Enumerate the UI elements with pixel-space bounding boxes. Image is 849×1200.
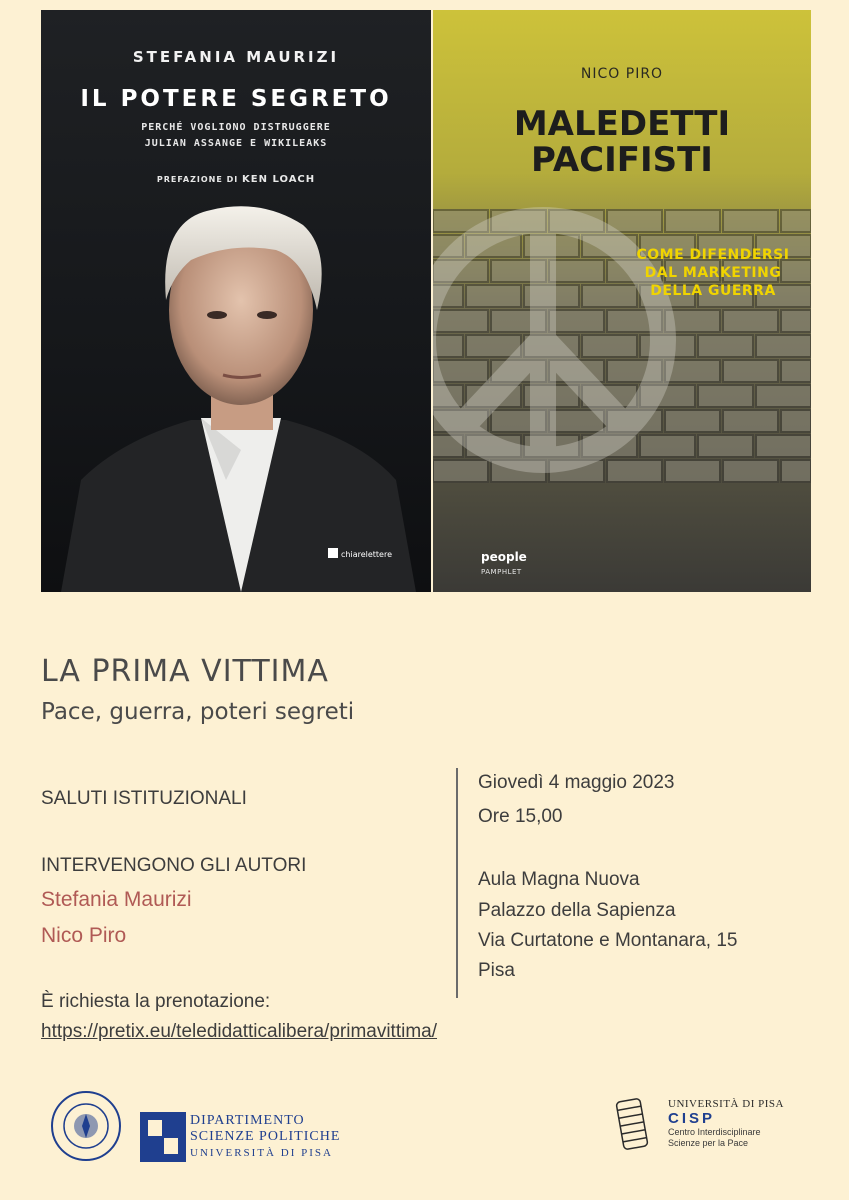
university-seal-logo — [50, 1090, 122, 1162]
book2-author: NICO PIRO — [580, 66, 664, 82]
book1-subtitle-line2: JULIAN ASSANGE E WIKILEAKS — [144, 138, 328, 149]
book2-subtitle — [618, 246, 808, 300]
book2-series: PAMPHLET — [481, 568, 522, 576]
brick-wall-illustration — [433, 10, 811, 592]
speaker-nico-piro: Nico Piro — [41, 924, 127, 947]
book2-title-line2: PACIFISTI — [531, 140, 713, 180]
book-cover-il-potere-segreto — [41, 10, 431, 592]
dsp-line1: DIPARTIMENTO — [190, 1113, 305, 1128]
cisp-desc-line2: Scienze per la Pace — [668, 1138, 749, 1148]
cisp-name: CISP — [668, 1110, 716, 1127]
book1-preface-author: KEN LOACH — [242, 174, 316, 185]
book1-title: IL POTERE SEGRETO — [80, 86, 392, 112]
book1-publisher — [328, 548, 392, 559]
event-time: Ore 15,00 — [478, 806, 563, 827]
dsp-line3: UNIVERSITÀ DI PISA — [190, 1147, 333, 1159]
book1-subtitle-line1: PERCHÉ VOGLIONO DISTRUGGERE — [141, 122, 331, 133]
event-title: LA PRIMA VITTIMA — [41, 654, 329, 689]
book1-author: STEFANIA MAURIZI — [132, 48, 340, 66]
cisp-logo-text — [668, 1098, 784, 1149]
book2-title — [433, 106, 811, 178]
event-address: Via Curtatone e Montanara, 15 — [478, 930, 738, 951]
book1-preface-label: PREFAZIONE DI — [156, 175, 239, 184]
book-cover-maledetti-pacifisti — [433, 10, 811, 592]
column-divider — [456, 768, 458, 998]
book1-preface — [41, 174, 431, 185]
greetings-label: SALUTI ISTITUZIONALI — [41, 788, 247, 809]
booking-note: È richiesta la prenotazione: — [41, 991, 271, 1012]
leaning-tower-icon — [600, 1094, 664, 1154]
publisher-mark-icon — [328, 548, 338, 558]
book2-title-line1: MALEDETTI — [513, 104, 731, 144]
event-building: Palazzo della Sapienza — [478, 900, 676, 921]
booking-link[interactable]: https://pretix.eu/teledidatticalibera/primavittima/ — [41, 1021, 438, 1042]
event-date: Giovedì 4 maggio 2023 — [478, 772, 675, 793]
book2-subtitle-line2: DAL MARKETING — [644, 265, 782, 281]
cisp-university: UNIVERSITÀ DI PISA — [668, 1098, 784, 1110]
event-room: Aula Magna Nuova — [478, 869, 640, 890]
event-city: Pisa — [478, 960, 515, 981]
book2-publisher: people — [481, 550, 527, 564]
cisp-desc-line1: Centro Interdisciplinare — [668, 1127, 761, 1137]
dsp-logo-text — [190, 1113, 340, 1161]
book2-subtitle-line1: COME DIFENDERSI — [636, 247, 790, 263]
dsp-line2: SCIENZE POLITICHE — [190, 1129, 341, 1144]
speaker-stefania-maurizi: Stefania Maurizi — [41, 888, 192, 911]
dsp-logo-mark — [140, 1112, 186, 1162]
book2-subtitle-line3: DELLA GUERRA — [650, 283, 776, 299]
book1-publisher-name: chiarelettere — [341, 550, 393, 559]
speakers-label: INTERVENGONO GLI AUTORI — [41, 855, 307, 876]
event-subtitle: Pace, guerra, poteri segreti — [41, 699, 355, 725]
